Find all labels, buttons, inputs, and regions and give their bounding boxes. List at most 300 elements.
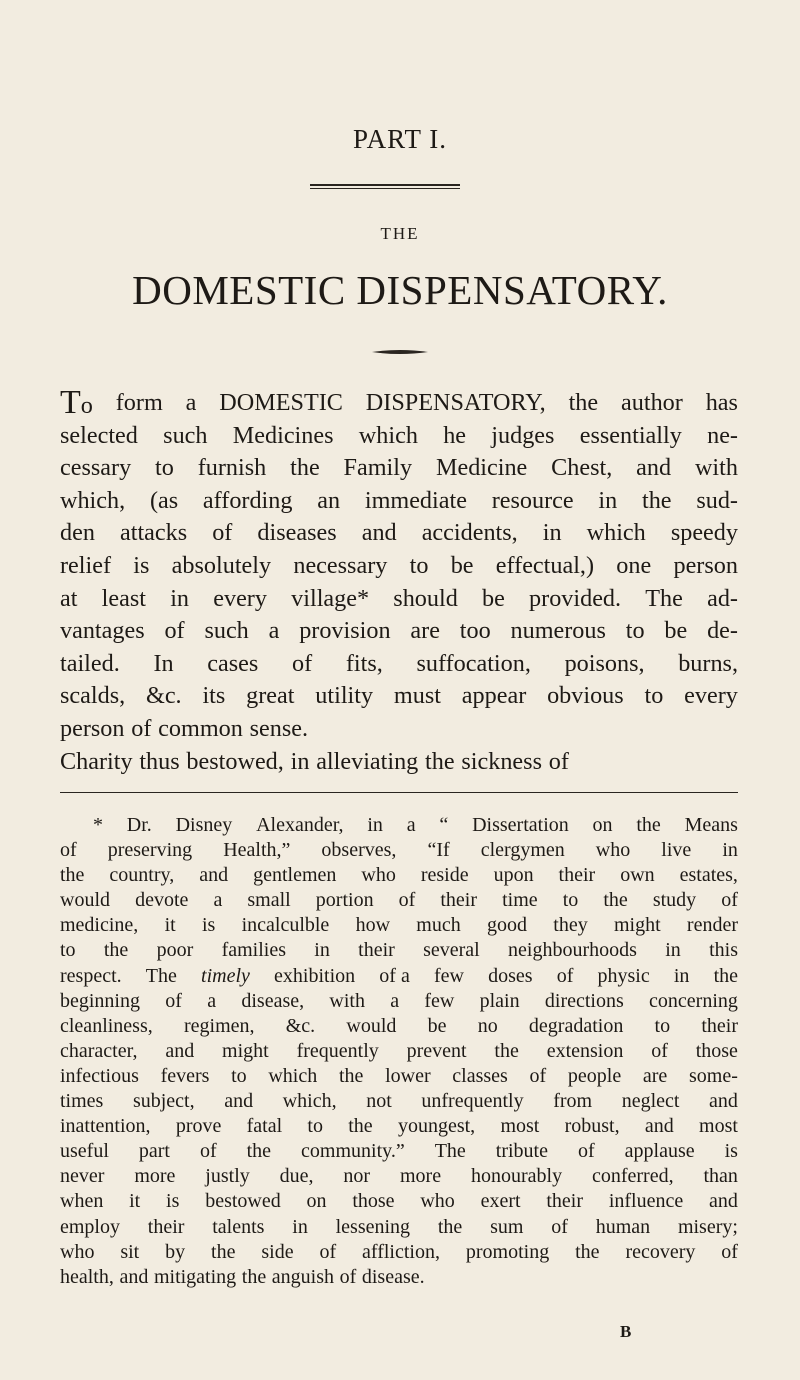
footnote-word: Alexander, [256, 814, 344, 836]
body-word: Medicines [232, 421, 334, 449]
body-word: to [625, 617, 645, 645]
footnote-word: of [199, 1140, 217, 1163]
body-word: tailed. [60, 649, 120, 677]
footnote-word: the [241, 1265, 267, 1288]
footnote [60, 813, 738, 1290]
footnote-word: time [502, 889, 538, 912]
part-heading: PART I. [353, 124, 447, 154]
footnote-word: promoting [465, 1240, 550, 1263]
body-word: must [393, 682, 441, 710]
footnote-word: study [652, 889, 697, 912]
double-rule [310, 184, 460, 186]
body-word [60, 384, 93, 421]
body-word: sickness [461, 747, 542, 775]
footnote-line [60, 913, 738, 938]
body-word: appear [461, 682, 527, 710]
footnote-word: to [307, 1115, 323, 1138]
footnote-line [60, 1215, 738, 1240]
body-word: obvious [547, 682, 624, 710]
body-word: person [60, 714, 125, 742]
footnote-word: portion [315, 889, 374, 912]
footnote-word: few [424, 989, 455, 1012]
body-word: which [586, 519, 646, 547]
body-word: accidents, [421, 519, 518, 547]
footnote-word: frequently [296, 1039, 379, 1062]
body-word: in [598, 486, 618, 514]
footnote-word: in [722, 839, 738, 862]
footnote-word: would [346, 1014, 397, 1037]
footnote-word: honourably [470, 1165, 563, 1188]
footnote-word: gentlemen [253, 864, 337, 887]
footnote-word: due, [279, 1165, 314, 1188]
footnote-line [60, 1089, 738, 1114]
footnote-word: The [145, 964, 177, 987]
footnote-word: and [644, 1115, 674, 1138]
footnote-word: physic [597, 964, 650, 987]
body-word: of [212, 519, 233, 547]
footnote-line [60, 813, 738, 838]
body-line [60, 713, 738, 746]
body-word: bestowed, [186, 747, 284, 775]
footnote-word: a [207, 989, 217, 1012]
footnote-word: of [165, 989, 182, 1012]
body-word: has [705, 389, 738, 416]
footnote-line [60, 888, 738, 913]
footnote-word: devote [135, 889, 189, 912]
footnote-word: it [129, 1190, 141, 1213]
footnote-word: their [358, 939, 395, 962]
footnote-word: robust, [564, 1115, 620, 1138]
body-line [60, 746, 738, 779]
footnote-word: the [246, 1140, 272, 1163]
footnote-word: plain [479, 989, 520, 1012]
body-word: relief [60, 551, 112, 579]
body-word: DOMESTIC [219, 389, 343, 416]
footnote-word: prevent [406, 1039, 467, 1062]
footnote-word: clergymen [480, 839, 565, 862]
footnote-word: families [221, 939, 286, 962]
footnote-word: nor [343, 1165, 371, 1188]
body-word: village* [291, 584, 370, 612]
footnote-word: fatal [246, 1115, 283, 1138]
footnote-word: more [399, 1165, 442, 1188]
footnote-word: might [222, 1039, 269, 1062]
body-word: thus [139, 747, 180, 775]
body-word: vantages [60, 617, 145, 645]
body-word: is [133, 551, 150, 579]
footnote-word: estates, [679, 864, 738, 887]
footnote-word: beginning [60, 989, 140, 1012]
body-word: numerous [510, 617, 606, 645]
footnote-word: who [361, 864, 396, 887]
body-word: its [202, 682, 226, 710]
footnote-word: the [60, 864, 85, 887]
body-word: are [410, 617, 440, 645]
footnote-word: applause [624, 1140, 695, 1163]
footnote-word: the [437, 1215, 463, 1238]
footnote-word: times [60, 1090, 104, 1113]
body-word: of [292, 649, 313, 677]
footnote-word: disease. [361, 1265, 425, 1288]
body-word: essentially [579, 421, 682, 449]
footnote-word: doses [488, 964, 533, 987]
footnote-word: to [231, 1064, 247, 1087]
footnote-word: who [60, 1240, 95, 1263]
body-word: in [290, 747, 310, 775]
footnote-word: Means [684, 814, 738, 836]
footnote-word: people [567, 1064, 622, 1087]
footnote-word: by [165, 1240, 186, 1263]
footnote-word: their [440, 889, 478, 912]
footnote-word: their [546, 1190, 584, 1213]
footnote-word: “If [427, 839, 450, 862]
footnote-word: are [642, 1064, 668, 1087]
footnote-word: degradation [528, 1014, 624, 1037]
footnote-word: justly [205, 1165, 250, 1188]
body-word: den [60, 519, 95, 547]
footnote-word: would [60, 889, 110, 912]
footnote-word: and [709, 1090, 738, 1113]
footnote-word: of [651, 1039, 668, 1062]
footnote-word: be [427, 1014, 447, 1037]
footnote-word: “ [439, 814, 449, 836]
body-word: poisons, [564, 649, 645, 677]
footnote-word: influence [608, 1190, 684, 1213]
body-word: of [164, 617, 185, 645]
footnote-word: most [500, 1115, 540, 1138]
footnote-word: on [306, 1190, 327, 1213]
footnote-word: youngest, [397, 1115, 476, 1138]
page-title: DOMESTIC DISPENSATORY. [132, 267, 668, 313]
body-word: provided. [529, 584, 622, 612]
body-paragraph [60, 384, 738, 778]
footnote-word: of [529, 1064, 547, 1087]
footnote-word: community.” [301, 1140, 405, 1163]
footnote-word: directions [544, 989, 624, 1012]
footnote-word: those [352, 1190, 395, 1213]
footnote-word: exert [480, 1190, 521, 1213]
footnote-word: of a [379, 964, 410, 987]
footnote-word: bestowed [205, 1190, 281, 1213]
footnote-word: more [134, 1165, 176, 1188]
footnote-word: of [60, 839, 77, 862]
footnote-word: most [699, 1115, 738, 1138]
footnote-word: misery; [677, 1215, 738, 1238]
footnote-word: useful [60, 1140, 109, 1163]
footnote-line [60, 1139, 738, 1164]
footnote-word: exhibition [274, 964, 356, 987]
footnote-word: prove [175, 1115, 222, 1138]
footnote-word: in [665, 939, 681, 962]
body-word: The [645, 584, 683, 612]
footnote-line [60, 1240, 738, 1265]
body-word: he [443, 421, 467, 449]
body-word: diseases [257, 519, 337, 547]
body-word: every [684, 682, 738, 710]
footnote-word: their [701, 1014, 738, 1037]
footnote-line [60, 1114, 738, 1139]
footnote-word: and [199, 864, 229, 887]
footnote-word: is [201, 914, 216, 937]
ornament-rule-icon [372, 348, 428, 356]
body-word: the [290, 454, 320, 482]
footnote-word: sum [490, 1215, 524, 1238]
body-word: effectual,) [495, 551, 595, 579]
footnote-word: of [319, 1240, 337, 1263]
body-word: such [163, 421, 208, 449]
body-line [60, 615, 738, 648]
footnote-word: the [713, 964, 738, 987]
body-word: in [170, 584, 190, 612]
footnote-word: much [416, 914, 461, 937]
footnote-word: not [366, 1090, 392, 1113]
footnote-line [60, 838, 738, 863]
footnote-line [60, 1064, 738, 1089]
body-word: judges [491, 421, 555, 449]
footnote-word: reside [420, 864, 469, 887]
footnote-word: never [60, 1165, 105, 1188]
body-line [60, 452, 738, 485]
footnote-line [60, 989, 738, 1014]
initial-capital: T [60, 384, 81, 421]
body-word: burns, [678, 649, 738, 677]
footnote-word: good [487, 914, 527, 937]
body-word: In [153, 649, 174, 677]
footnote-word: of [398, 889, 416, 912]
footnote-word: live [661, 839, 692, 862]
footnote-word: character, [60, 1039, 138, 1062]
body-word: common [158, 714, 243, 742]
body-word: selected [60, 421, 138, 449]
footnote-word: of [577, 1140, 595, 1163]
body-word: form [115, 389, 163, 416]
footnote-word: with [329, 989, 365, 1012]
body-word: the [641, 486, 672, 514]
body-word: Charity [60, 747, 133, 775]
footnote-line [60, 863, 738, 888]
footnote-word: lessening [335, 1215, 411, 1238]
body-word: sense. [249, 714, 309, 742]
footnote-word: some- [689, 1064, 738, 1087]
body-word: sud- [696, 486, 738, 514]
footnote-word: how [355, 914, 391, 937]
footnote-word: Dissertation [472, 814, 569, 836]
body-word: of [131, 714, 152, 742]
footnote-line [60, 1265, 738, 1290]
footnote-word: the [575, 1240, 600, 1263]
the-heading: THE [380, 224, 420, 243]
body-word: alleviating [316, 747, 419, 775]
footnote-line [60, 938, 738, 963]
body-word: &c. [146, 682, 182, 710]
body-line [60, 648, 738, 681]
body-line [60, 680, 738, 713]
footnote-word: preserving [107, 839, 193, 862]
body-word: necessary [293, 551, 388, 579]
footnote-line [60, 964, 738, 989]
footnote-word: talents [212, 1215, 265, 1238]
body-word: utility [315, 682, 374, 710]
footnote-word: upon [493, 864, 534, 887]
initial-word-rest: o [80, 392, 93, 419]
footnote-word: they [553, 914, 588, 937]
body-word: ad- [707, 584, 738, 612]
footnote-word: to [60, 939, 76, 962]
footnote-word: render [686, 914, 738, 937]
body-word: too [459, 617, 491, 645]
footnote-word: unfrequently [421, 1090, 524, 1113]
footnote-word: &c. [285, 1014, 316, 1037]
body-word: Chest, [551, 454, 613, 482]
footnote-word: side [261, 1240, 294, 1263]
footnote-word: and [224, 1090, 254, 1113]
body-line [60, 517, 738, 550]
footnote-word: respect. [60, 964, 122, 987]
footnote-word: health, [60, 1265, 114, 1288]
footnote-word: when [60, 1190, 104, 1213]
footnote-word: of [339, 1265, 357, 1288]
footnote-word: disease, [241, 989, 305, 1012]
footnote-word: which [268, 1064, 318, 1087]
footnote-word: the [338, 1064, 364, 1087]
footnote-word: several [423, 939, 480, 962]
body-word: the [568, 389, 599, 416]
footnote-line [60, 1039, 738, 1064]
footnote-word: anguish [271, 1265, 335, 1288]
body-word: cases [207, 649, 259, 677]
footnote-word: of [721, 1240, 738, 1263]
footnote-word: conferred, [591, 1165, 674, 1188]
footnote-word: this [709, 939, 738, 962]
footnote-word: of [551, 1215, 568, 1238]
body-line [60, 583, 738, 616]
body-word: to [409, 551, 429, 579]
signature-mark: B [620, 1322, 632, 1341]
footnote-line [60, 1164, 738, 1189]
body-word: provision [299, 617, 391, 645]
footnote-line [60, 1189, 738, 1214]
body-word: with [694, 454, 738, 482]
footnote-word: no [477, 1014, 498, 1037]
footnote-word: extension [546, 1039, 624, 1062]
footnote-word: from [553, 1090, 593, 1113]
body-word: to [155, 454, 174, 482]
footnote-word: own [620, 864, 655, 887]
body-word: absolutely [171, 551, 272, 579]
footnote-word: concerning [649, 989, 738, 1012]
body-word: and [361, 519, 397, 547]
footnote-word: and [119, 1265, 149, 1288]
footnote-word: cleanliness, [60, 1014, 153, 1037]
body-word: ne- [707, 421, 738, 449]
footnote-word: of [721, 889, 738, 912]
footnote-word: to [562, 889, 579, 912]
footnote-word: their [558, 864, 596, 887]
body-word: of [548, 747, 569, 775]
body-word: (as [149, 486, 179, 514]
body-word: be [482, 584, 505, 612]
footnote-word: a [213, 889, 223, 912]
body-word: one [616, 551, 652, 579]
footnote-word: medicine, [60, 914, 139, 937]
footnote-word: is [724, 1140, 738, 1163]
footnote-word: small [247, 889, 291, 912]
body-word: scalds, [60, 682, 126, 710]
footnote-word: the [636, 814, 661, 836]
footnote-word: timely [201, 964, 250, 987]
footnote-word: Disney [175, 814, 233, 836]
body-word: should [393, 584, 458, 612]
footnote-word: Dr. [126, 814, 152, 836]
footnote-word: human [595, 1215, 651, 1238]
footnote-word: is [166, 1190, 180, 1213]
body-line [60, 485, 738, 518]
footnote-word: neighbourhoods [508, 939, 637, 962]
footnote-word: the [348, 1115, 373, 1138]
body-word: in [542, 519, 562, 547]
footnote-word: lower [385, 1064, 431, 1087]
footnote-word: in [292, 1215, 308, 1238]
footnote-word: poor [156, 939, 194, 962]
footnote-word: * [93, 814, 103, 836]
footnote-word: Health,” [223, 839, 291, 862]
body-word: which [358, 421, 418, 449]
body-word: resource [491, 486, 574, 514]
body-line [60, 384, 738, 421]
body-word: a [185, 389, 197, 416]
body-word: such [204, 617, 249, 645]
body-word: to [644, 682, 664, 710]
footnote-word: in [367, 814, 383, 836]
footnote-rule [60, 792, 738, 793]
body-word: furnish [197, 454, 267, 482]
footnote-word: observes, [321, 839, 397, 862]
body-word: a [268, 617, 280, 645]
footnote-word: the [494, 1039, 519, 1062]
body-word: Medicine [435, 454, 528, 482]
body-word: an [317, 486, 341, 514]
footnote-word: inattention, [60, 1115, 151, 1138]
body-word: be [450, 551, 474, 579]
footnote-word: recovery [625, 1240, 696, 1263]
footnote-word: their [147, 1215, 185, 1238]
footnote-word: infectious [60, 1064, 139, 1087]
body-word: speedy [670, 519, 738, 547]
footnote-word: on [592, 814, 613, 836]
footnote-word: to [654, 1014, 671, 1037]
body-word: affording [202, 486, 293, 514]
body-word: immediate [364, 486, 467, 514]
body-word: de- [707, 617, 738, 645]
footnote-word: regimen, [183, 1014, 255, 1037]
body-word: every [213, 584, 267, 612]
footnote-word: the [603, 889, 628, 912]
footnote-word: might [613, 914, 661, 937]
body-word: at [60, 584, 78, 612]
footnote-word: which, [282, 1090, 337, 1113]
footnote-word: part [138, 1140, 170, 1163]
body-word: cessary [60, 454, 132, 482]
body-word: be [664, 617, 688, 645]
footnote-word: sit [120, 1240, 140, 1263]
body-word: least [101, 584, 146, 612]
footnote-word: in [314, 939, 330, 962]
body-word: the [425, 747, 455, 775]
footnote-word: a [406, 814, 416, 836]
footnote-word: than [703, 1165, 738, 1188]
footnote-word: country, [109, 864, 175, 887]
footnote-word: employ [60, 1215, 120, 1238]
